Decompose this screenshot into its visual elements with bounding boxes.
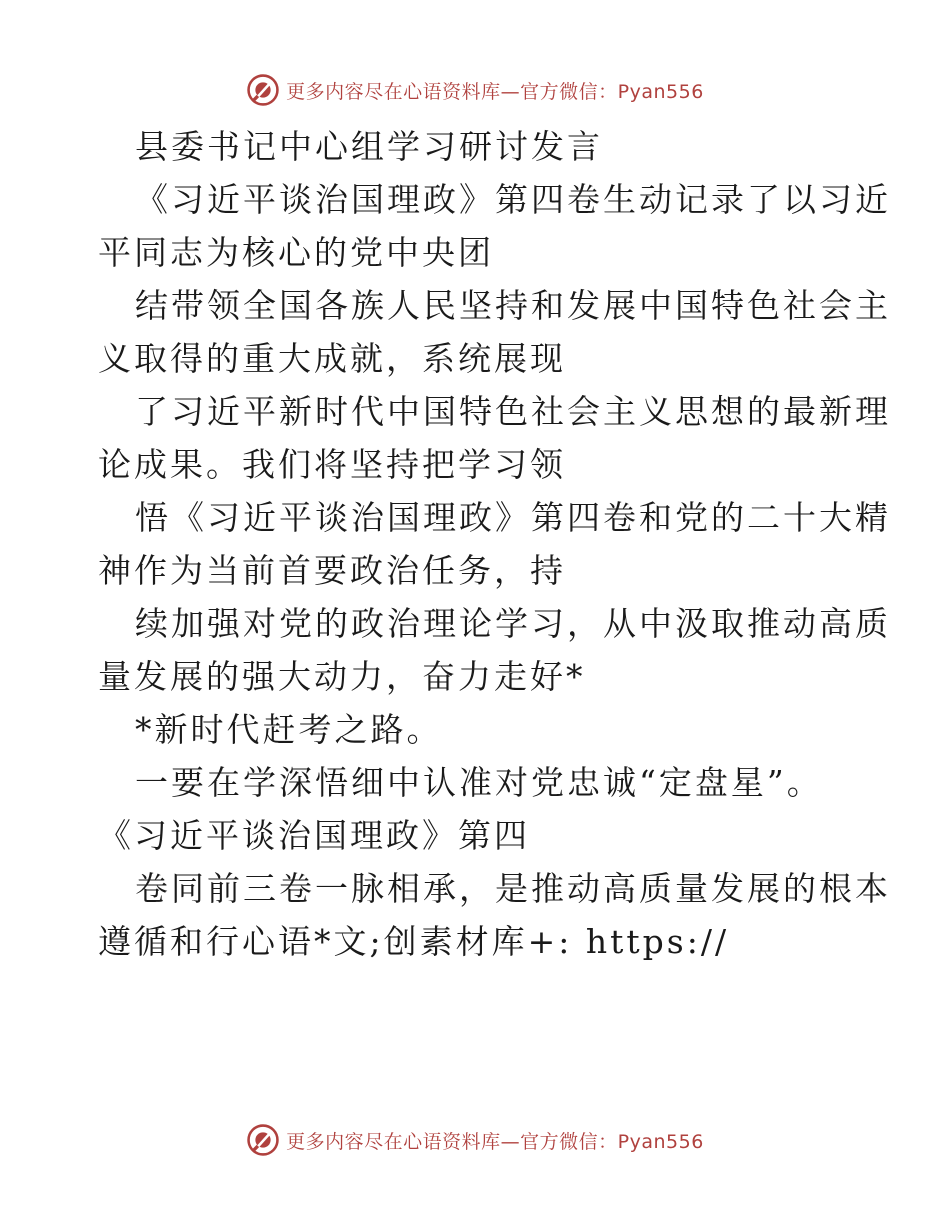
paragraph-line: 义取得的重大成就，系统展现 (98, 339, 566, 378)
paragraph-line: 《习近平谈治国理政》第四 (98, 816, 530, 855)
paragraph-line: 量发展的强大动力，奋力走好* (98, 657, 586, 696)
header-watermark (0, 70, 950, 110)
paragraph-line: 《习近平谈治国理政》第四卷生动记录了以习近 (135, 180, 891, 219)
footer-watermark (0, 1120, 950, 1160)
paragraph-line: 结带领全国各族人民坚持和发展中国特色社会主 (135, 286, 891, 325)
brand-logo-icon (246, 73, 280, 107)
footer-watermark-text: 更多内容尽在心语资料库—官方微信：Pyan556 (286, 1130, 704, 1153)
document-body (98, 120, 891, 968)
paragraph-line: 了习近平新时代中国特色社会主义思想的最新理 (135, 392, 891, 431)
paragraph-line: 悟《习近平谈治国理政》第四卷和党的二十大精 (135, 498, 891, 537)
paragraph-line: 一要在学深悟细中认准对党忠诚“定盘星”。 (135, 763, 823, 802)
paragraph-line: *新时代赶考之路。 (135, 710, 443, 749)
paragraph-line: 卷同前三卷一脉相承，是推动高质量发展的根本 (135, 869, 891, 908)
paragraph-line: 神作为当前首要政治任务，持 (98, 551, 566, 590)
paragraph-line: 平同志为核心的党中央团 (98, 233, 494, 272)
document-title: 县委书记中心组学习研讨发言 (135, 127, 603, 166)
paragraph-line: 遵循和行心语*文;创素材库+: https:// (98, 922, 730, 961)
paragraph-line: 论成果。我们将坚持把学习领 (98, 445, 566, 484)
paragraph-line: 续加强对党的政治理论学习，从中汲取推动高质 (135, 604, 891, 643)
header-watermark-text: 更多内容尽在心语资料库—官方微信：Pyan556 (286, 80, 704, 103)
brand-logo-icon (246, 1123, 280, 1157)
